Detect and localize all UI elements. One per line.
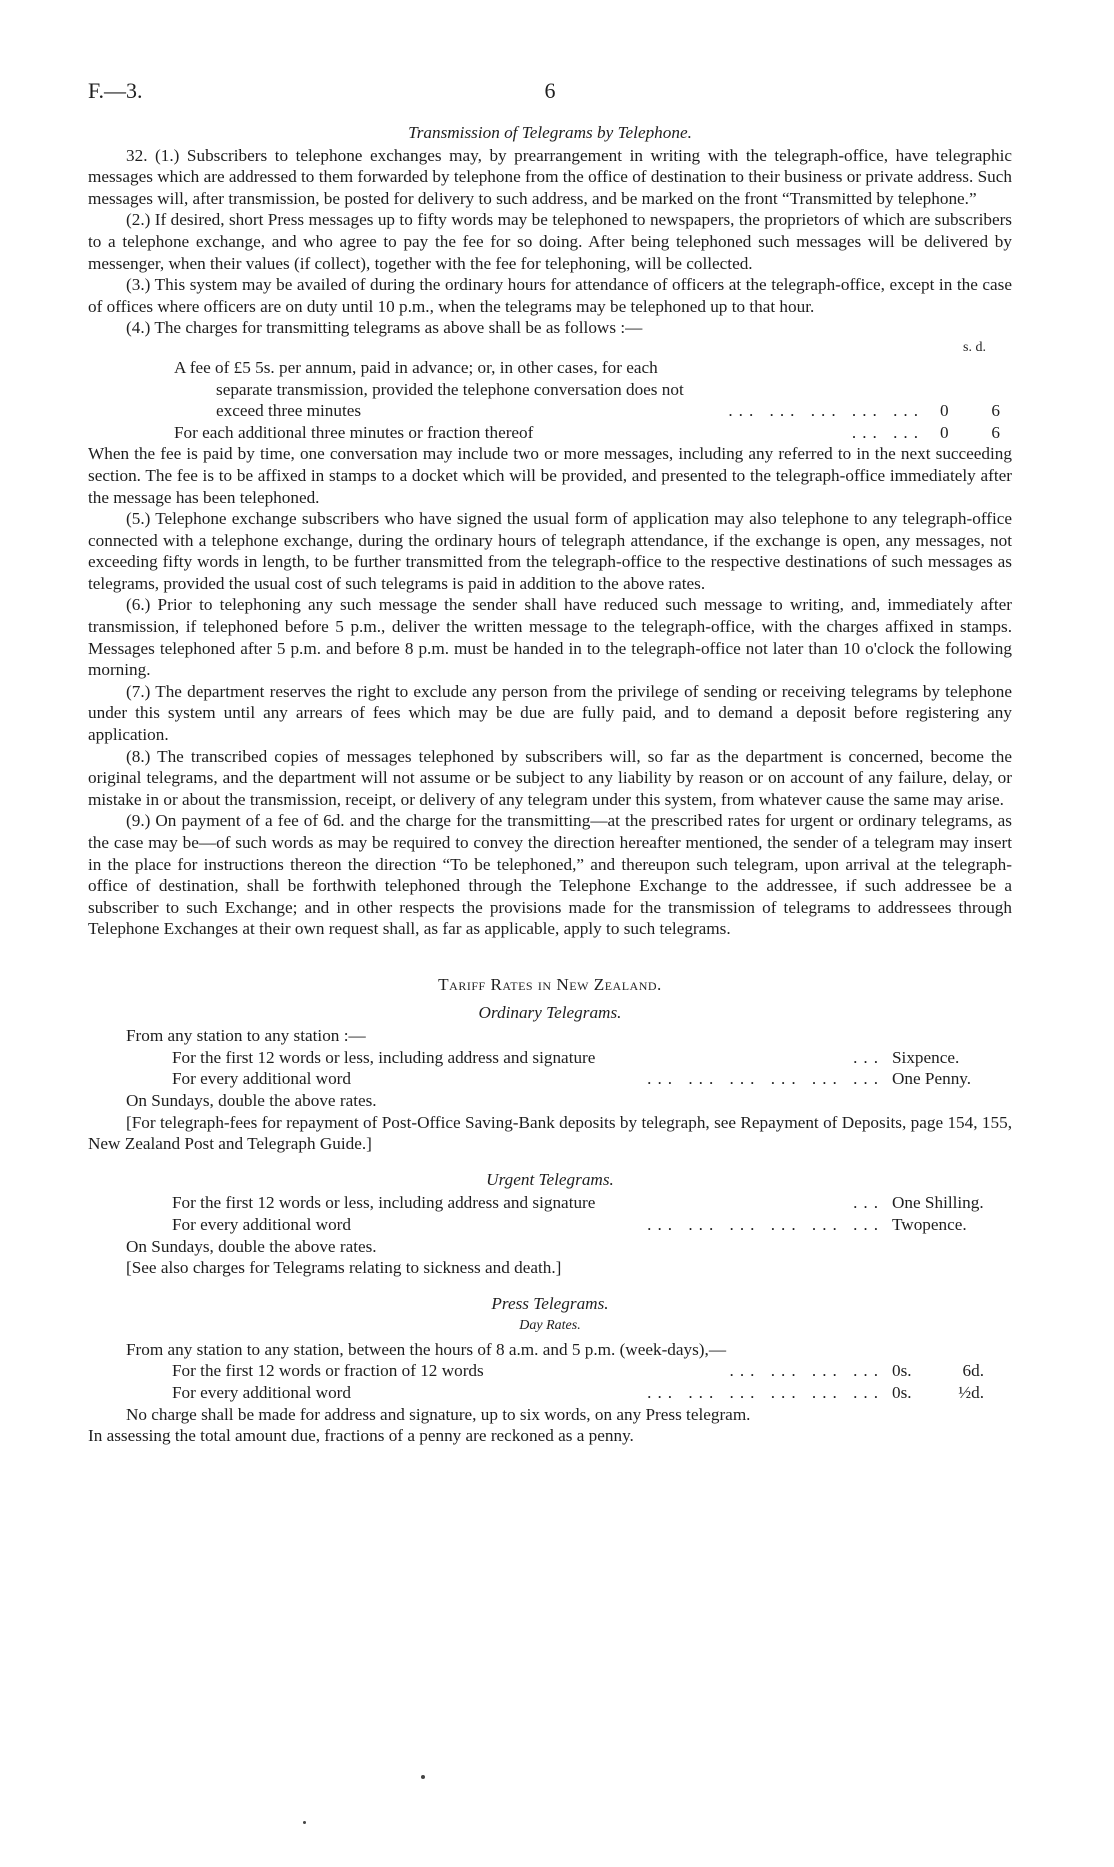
page-number: 6	[544, 78, 556, 103]
document-reference: F.—3.	[88, 78, 143, 103]
fee-amount	[940, 422, 1000, 444]
leader-dots: ... ... ... ...	[729, 1361, 884, 1381]
paragraph-32-6: (6.) Prior to telephoning any such message the sender shall have reduced such message to writing, and, immediately after transmission, if telephoned before 5 p.m., deliver the written message to the telegraph-office, with the charges affixed in stamps. Messages telephoned after 5 p.m. and before 8 p.m. must be handed in to the telegraph-office not later than 10 o'clock the following morning.	[88, 595, 1012, 680]
fee-amount	[940, 400, 1000, 422]
rate-amount	[892, 1360, 984, 1382]
rate-label: For the first 12 words or less, including address and signature	[172, 1193, 596, 1213]
rate-row	[88, 1360, 1012, 1382]
leader-dots: ... ... ... ... ...	[728, 401, 924, 421]
ink-speck	[421, 1775, 425, 1779]
paragraph-32-8: (8.) The transcribed copies of messages telephoned by subscribers will, so far as the department is concerned, become the original telegrams, and the department will not assume or be subject to any liability by reason or on account of any failure, delay, or mistake in or about the transmission, receipt, or delivery of any telegram under this system, from whatever cause the same may arise.	[88, 746, 1012, 809]
ink-speck	[303, 1821, 306, 1824]
leader-dots: ... ... ... ... ... ...	[647, 1214, 884, 1234]
fee-label: For each additional three minutes or fraction thereof	[174, 422, 534, 442]
fee-line: A fee of £5 5s. per annum, paid in advance; or, in other cases, for each	[174, 357, 658, 377]
fee-line: separate transmission, provided the telephone conversation does not	[216, 379, 684, 399]
rate-label: For every additional word	[172, 1214, 351, 1234]
rate-row	[88, 1382, 1012, 1404]
rate-row	[88, 1214, 1012, 1236]
address-signature-note: No charge shall be made for address and signature, up to six words, on any Press telegram.	[126, 1404, 751, 1424]
paragraph-32-3: (3.) This system may be availed of during the ordinary hours for attendance of officers at the telegraph-office, except in the case of offices where officers are on duty until 10 p.m., when the telegrams may be telephoned up to that hour.	[88, 275, 1012, 316]
fee-shillings: 0	[940, 401, 949, 421]
press-telegrams-title: Press Telegrams.	[491, 1293, 609, 1313]
page-header	[88, 80, 1012, 120]
paragraph-32-5: (5.) Telephone exchange subscribers who have signed the usual form of application may also telephone to any telegraph-office connected with a telephone exchange, during the ordinary hours of telegraph attendance, if the exchange is open, any messages, not exceeding fifty words in length, to be further transmitted from the telegraph-office to the respective destinations of such messages as telegrams, provided the usual cost of such telegrams is paid in addition to the above rates.	[88, 509, 1012, 593]
paragraph-fee-note: When the fee is paid by time, one conversation may include two or more messages, including any referred to in the next succeeding section. The fee is to be affixed in stamps to a docket which will be provided, and presented to the telegraph-office immediately after the message has been telephoned.	[88, 444, 1012, 507]
shillings-pence-header: s. d.	[963, 339, 986, 355]
fee-item-additional	[88, 422, 1012, 444]
rate-pence: 6d.	[962, 1361, 984, 1381]
paragraph-32-4: (4.) The charges for transmitting telegrams as above shall be as follows :—	[126, 318, 643, 338]
rate-amount: Sixpence.	[892, 1047, 960, 1067]
rate-shillings: 0s.	[892, 1383, 912, 1403]
sickness-note: [See also charges for Telegrams relating to sickness and death.]	[126, 1258, 562, 1278]
urgent-rates	[88, 1192, 1012, 1278]
rate-row	[88, 1192, 1012, 1214]
sundays-note: On Sundays, double the above rates.	[126, 1090, 377, 1110]
rate-row	[88, 1047, 1012, 1069]
ordinary-rates	[88, 1025, 1012, 1155]
savings-bank-note: [For telegraph-fees for repayment of Post-Office Saving-Bank deposits by telegraph, see Repayment of Deposits, page 154, 155, New Zealand Post and Telegraph Guide.]	[88, 1112, 1012, 1154]
leader-dots: ... ... ... ... ... ...	[647, 1069, 884, 1089]
rate-row	[88, 1068, 1012, 1090]
rate-intro: From any station to any station :—	[126, 1026, 366, 1046]
rate-intro: From any station to any station, between the hours of 8 a.m. and 5 p.m. (week-days),—	[126, 1339, 727, 1359]
fee-shillings: 0	[940, 422, 949, 442]
leader-dots: ...	[853, 1193, 884, 1213]
press-rates	[88, 1339, 1012, 1447]
section-title: Transmission of Telegrams by Telephone.	[408, 123, 692, 142]
rate-label: For the first 12 words or less, including address and signature	[172, 1047, 596, 1067]
leader-dots: ...	[853, 1047, 884, 1067]
leader-dots: ... ... ... ... ... ...	[647, 1383, 884, 1403]
rate-label: For the first 12 words or fraction of 12 words	[172, 1361, 484, 1381]
tariff-title: Tariff Rates in New Zealand.	[438, 974, 662, 994]
penny-rounding-note: In assessing the total amount due, fractions of a penny are reckoned as a penny.	[88, 1426, 634, 1446]
rate-label: For every additional word	[172, 1069, 351, 1089]
rate-pence: ½d.	[958, 1383, 984, 1403]
rate-amount	[892, 1382, 984, 1404]
rate-shillings: 0s.	[892, 1361, 912, 1381]
paragraph-32-1: 32. (1.) Subscribers to telephone exchanges may, by prearrangement in writing with the telegraph-office, have telegraphic messages which are addressed to them forwarded by telephone from the office of destination to their business or private address. Such messages will, after transmission, be posted for delivery to such address, and be marked on the front “Transmitted by telephone.”	[88, 145, 1012, 208]
urgent-telegrams-title: Urgent Telegrams.	[486, 1169, 614, 1189]
ordinary-telegrams-title: Ordinary Telegrams.	[478, 1002, 622, 1022]
day-rates-subtitle: Day Rates.	[519, 1318, 581, 1334]
leader-dots: ... ...	[851, 422, 924, 442]
paragraph-32-9: (9.) On payment of a fee of 6d. and the charge for the transmitting—at the prescribed rates for urgent or ordinary telegrams, as the case may be—of such words as may be required to convey the direction hereafter mentioned, the sender of a telegram may insert in the place for instructions thereon the direction “To be telephoned,” and thereupon such telegram, upon arrival at the telegraph-office of destination, shall be forthwith telephoned through the Telephone Exchange to the addressee, if such addressee be a subscriber to such Exchange; and in other respects the provisions made for the transmission of telegrams to addressees through Telephone Exchanges at their own request shall, as far as applicable, apply to such telegrams.	[88, 811, 1012, 939]
fee-item-annual	[88, 357, 1012, 422]
fee-pence: 6	[991, 401, 1000, 421]
rate-amount: One Shilling.	[892, 1193, 984, 1213]
fee-label: exceed three minutes	[216, 401, 362, 421]
fee-pence: 6	[991, 422, 1000, 442]
paragraph-32-2: (2.) If desired, short Press messages up to fifty words may be telephoned to newspapers, the proprietors of which are subscribers to a telephone exchange, and who agree to pay the fee for so doing. After being telephoned such messages will be delivered by messenger, when their values (if collect), together with the fee for telephoning, will be collected.	[88, 210, 1012, 273]
fee-line	[174, 422, 932, 444]
paragraph-32-7: (7.) The department reserves the right to exclude any person from the privilege of sending or receiving telegrams by telephone under this system until any arrears of fees which may be due are fully paid, and to demand a deposit before registering any application.	[88, 681, 1012, 745]
rate-amount: One Penny.	[892, 1069, 972, 1089]
rate-amount: Twopence.	[892, 1214, 967, 1234]
sundays-note: On Sundays, double the above rates.	[126, 1236, 377, 1256]
rate-label: For every additional word	[172, 1383, 351, 1403]
fee-line	[174, 400, 932, 422]
